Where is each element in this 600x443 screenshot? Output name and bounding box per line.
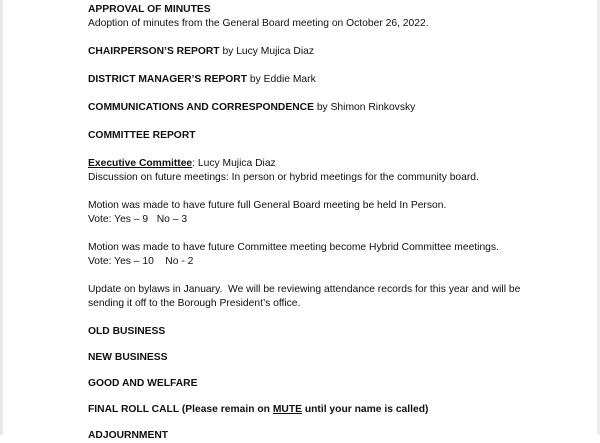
adjournment-heading: ADJOURNMENT [88,430,169,441]
bylaws-line-2: sending it off to the Borough President’s office. [88,298,301,309]
executive-committee-title: Executive Committee [88,158,193,169]
chair-report [88,45,588,59]
comms-report [88,101,588,115]
good-welfare-heading: GOOD AND WELFARE [88,378,198,389]
motion-1-vote: Vote: Yes – 9 No – 3 [88,214,188,225]
roll-call [88,403,588,417]
chair-report-by: by Lucy Mujica Diaz [219,46,315,57]
motion-2-text: Motion was made to have future Committee meeting become Hybrid Committee meetings. [88,242,499,253]
old-business-heading: OLD BUSINESS [88,326,166,337]
dm-report-heading: DISTRICT MANAGER’S REPORT [88,74,248,85]
executive-committee-chair: : Lucy Mujica Diaz [192,158,276,169]
committee-report-heading: COMMITTEE REPORT [88,130,196,141]
roll-call-mute: MUTE [272,404,302,415]
roll-call-note-pre: (Please remain on [178,404,273,415]
roll-call-note-post: until your name is called) [301,404,429,415]
motion-2-vote: Vote: Yes – 10 No - 2 [88,256,194,267]
chair-report-heading: CHAIRPERSON’S REPORT [88,46,220,57]
roll-call-heading: FINAL ROLL CALL [88,404,179,415]
approval-heading: APPROVAL OF MINUTES [88,4,211,15]
page-edge-left [0,0,3,435]
executive-committee [88,157,588,171]
dm-report-by: by Eddie Mark [247,74,316,85]
executive-discussion: Discussion on future meetings: In person or hybrid meetings for the community board. [88,172,479,183]
new-business-heading: NEW BUSINESS [88,352,168,363]
approval-text: Adoption of minutes from the General Board meeting on October 26, 2022. [88,18,429,29]
document-page [88,3,588,443]
motion-1-text: Motion was made to have future full General Board meeting be held In Person. [88,200,447,211]
dm-report [88,73,588,87]
comms-by: by Shimon Rinkovsky [313,102,416,113]
bylaws-line-1: Update on bylaws in January. We will be reviewing attendance records for this year and will be [88,284,521,295]
comms-heading: COMMUNICATIONS AND CORRESPONDENCE [88,102,314,113]
